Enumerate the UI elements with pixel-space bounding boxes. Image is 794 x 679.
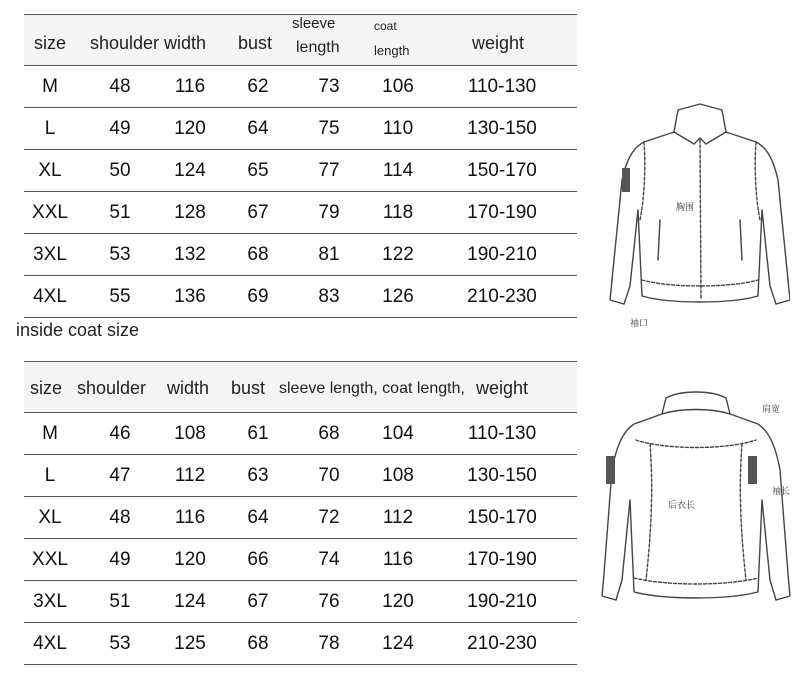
header-coat-length-line1: coat	[374, 19, 397, 33]
cell-weight: 150-170	[467, 160, 537, 181]
shoulder-width-label: 肩宽	[762, 405, 781, 415]
cell-shoulder: 51	[109, 202, 131, 223]
outer-table-header	[24, 14, 577, 65]
header-bust: bust	[238, 33, 273, 53]
cell-width: 112	[174, 465, 206, 486]
cell-size: L	[44, 465, 56, 486]
cell-width: 116	[174, 76, 206, 97]
cell-weight: 130-150	[467, 465, 537, 486]
sleeve-patch	[622, 168, 630, 192]
table-row	[24, 233, 577, 275]
header-sleeve-length-line1: sleeve	[292, 15, 336, 32]
cell-coat-length: 106	[382, 76, 414, 97]
cell-width: 136	[174, 286, 206, 307]
cell-width: 132	[174, 244, 206, 265]
cell-bust: 64	[247, 118, 269, 139]
cell-bust: 67	[247, 591, 269, 612]
cell-size: XL	[38, 160, 62, 181]
cell-sleeve-length: 68	[318, 423, 340, 444]
cell-coat-length: 118	[382, 202, 414, 223]
cell-shoulder: 46	[109, 423, 131, 444]
header-size: size	[30, 378, 63, 398]
cell-sleeve-length: 83	[318, 286, 340, 307]
cell-weight: 210-230	[467, 633, 537, 654]
cell-width: 128	[174, 202, 206, 223]
cell-size: M	[42, 423, 58, 444]
cell-bust: 68	[247, 633, 269, 654]
cell-coat-length: 114	[382, 160, 414, 181]
cell-shoulder: 48	[109, 76, 131, 97]
cell-bust: 65	[247, 160, 269, 181]
table-row	[24, 107, 577, 149]
cell-sleeve-length: 72	[318, 507, 340, 528]
cell-shoulder: 53	[109, 633, 131, 654]
table-row	[24, 538, 577, 580]
table-row	[24, 191, 577, 233]
cell-weight: 190-210	[467, 591, 537, 612]
cell-size: L	[44, 118, 56, 139]
cell-sleeve-length: 75	[318, 118, 340, 139]
back-length-label: 后衣长	[668, 501, 696, 511]
cell-coat-length: 108	[382, 465, 414, 486]
cell-shoulder: 49	[109, 118, 131, 139]
cell-size: 3XL	[33, 244, 67, 265]
chest-label: 胸围	[676, 203, 695, 213]
header-sleeve-coat-length: sleeve length, coat length,	[279, 380, 465, 397]
header-weight: weight	[472, 33, 525, 53]
cell-coat-length: 120	[382, 591, 414, 612]
cell-sleeve-length: 81	[318, 244, 340, 265]
header-weight: weight	[476, 378, 529, 398]
cell-bust: 66	[247, 549, 269, 570]
cell-shoulder: 48	[109, 507, 131, 528]
cell-bust: 62	[247, 76, 269, 97]
cuff-label: 袖口	[630, 319, 649, 329]
cell-size: M	[42, 76, 58, 97]
cell-size: 4XL	[33, 286, 67, 307]
cell-sleeve-length: 76	[318, 591, 340, 612]
cell-size: XXL	[32, 549, 68, 570]
cell-coat-length: 110	[382, 118, 414, 139]
cell-coat-length: 104	[382, 423, 414, 444]
cell-weight: 170-190	[467, 549, 537, 570]
header-width: width	[167, 378, 210, 398]
table-row	[24, 454, 577, 496]
cell-shoulder: 49	[109, 549, 131, 570]
table-row	[24, 622, 577, 665]
table-row	[24, 275, 577, 318]
header-shoulder-width: shoulder width	[90, 33, 207, 53]
cell-bust: 67	[247, 202, 269, 223]
cell-size: XXL	[32, 202, 68, 223]
cell-weight: 190-210	[467, 244, 537, 265]
cell-coat-length: 124	[382, 633, 414, 654]
outer-coat-size-table	[24, 14, 577, 318]
cell-sleeve-length: 73	[318, 76, 340, 97]
jacket-back-sketch	[596, 384, 794, 624]
cell-bust: 69	[247, 286, 269, 307]
cell-width: 124	[174, 160, 206, 181]
cell-width: 120	[174, 549, 206, 570]
cell-width: 124	[174, 591, 206, 612]
cell-bust: 64	[247, 507, 269, 528]
cell-weight: 150-170	[467, 507, 537, 528]
header-shoulder: shoulder	[77, 378, 147, 398]
cell-shoulder: 47	[109, 465, 131, 486]
cell-shoulder: 51	[109, 591, 131, 612]
cell-shoulder: 53	[109, 244, 131, 265]
cell-weight: 110-130	[467, 76, 537, 97]
sleeve-patch-right	[748, 456, 757, 484]
table-row	[24, 65, 577, 107]
cell-width: 125	[174, 633, 206, 654]
cell-sleeve-length: 79	[318, 202, 340, 223]
cell-size: 3XL	[33, 591, 67, 612]
inside-coat-size-table	[24, 361, 577, 665]
cell-width: 108	[174, 423, 206, 444]
cell-shoulder: 50	[109, 160, 131, 181]
cell-sleeve-length: 70	[318, 465, 340, 486]
cell-coat-length: 116	[382, 549, 414, 570]
table-row	[24, 580, 577, 622]
cell-weight: 130-150	[467, 118, 537, 139]
header-size: size	[34, 33, 67, 53]
cell-bust: 61	[247, 423, 269, 444]
cell-shoulder: 55	[109, 286, 131, 307]
table-row	[24, 149, 577, 191]
header-coat-length-line2: length	[374, 43, 410, 58]
jacket-front-sketch	[600, 100, 790, 340]
cell-bust: 63	[247, 465, 269, 486]
cell-coat-length: 126	[382, 286, 414, 307]
cell-coat-length: 122	[382, 244, 414, 265]
cell-size: XL	[38, 507, 62, 528]
sleeve-patch-left	[606, 456, 615, 484]
cell-width: 116	[174, 507, 206, 528]
cell-size: 4XL	[33, 633, 67, 654]
header-sleeve-length-line2: length	[296, 39, 340, 56]
header-bust: bust	[231, 378, 266, 398]
cell-sleeve-length: 77	[318, 160, 340, 181]
cell-bust: 68	[247, 244, 269, 265]
table-row	[24, 496, 577, 538]
inner-table-header	[24, 361, 577, 412]
cell-sleeve-length: 78	[318, 633, 340, 654]
table-row	[24, 412, 577, 454]
sleeve-length-label: 袖长	[772, 487, 791, 497]
inside-coat-size-heading: inside coat size	[16, 320, 140, 340]
cell-coat-length: 112	[382, 507, 414, 528]
cell-weight: 210-230	[467, 286, 537, 307]
cell-width: 120	[174, 118, 206, 139]
cell-weight: 110-130	[467, 423, 537, 444]
cell-weight: 170-190	[467, 202, 537, 223]
cell-sleeve-length: 74	[318, 549, 340, 570]
